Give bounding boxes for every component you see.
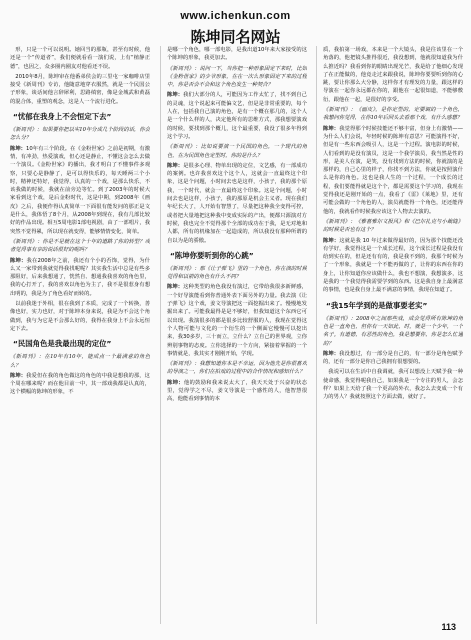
- interview-question: 《新周刊》：那《让子弹飞》里的一个角色，你在演的时候觉得和以前的角色有什么不同？: [167, 265, 307, 281]
- interview-question: 《新周刊》：《雅喜雅尔文报风》和《巴尔扎克与小裁缝》的时候是否也有这个？: [323, 218, 463, 234]
- paragraph: 质，我拍第一场戏，本来是一个大镜头，我是往该里在一个角落的，他把镜头推得很近，我没想到，他就很知道我为什么推近吗？我看到你的眼睛出现光芒，我是给了他细心发现了在正能做的，他竟走过来跟我说，陈坤你要要听到你的心跳，要让你那么大分静，这样你才有理发的力量，跟这样的导演在一起你永远都在你的，跟他在一起很知道，不能够敷衍，跟他在一起，是很好的享受。: [323, 47, 463, 103]
- article-column-2: [167, 46, 307, 406]
- article-column-3: [323, 46, 463, 404]
- section-heading: “陈坤你要听到你的心跳”: [170, 250, 254, 260]
- speaker-label: 陈坤：: [167, 92, 184, 99]
- section-heading: “我15年学到的是做事要老实”: [326, 300, 428, 310]
- speaker-label: 陈坤：: [167, 284, 184, 291]
- interview-question: 《新周刊》：在10年有10年，能成点一个最满意的角色么？: [10, 354, 150, 369]
- interview-question: 《新周刊》：2008年之间那些戏，成会觉得所有陈坤的角色是一直角色，但你有一天如此，时，就是一个少年，一个名子。有道德，有恶性的角色，我是想要你，你是怎么忙通的？: [323, 315, 463, 347]
- interview-question: 《新周刊》：我想知道你本是不幸运，因为他先是你很喜欢的导演之一，你们在拍戏的过程中的合作情况和感知什么？: [167, 361, 307, 376]
- paragraph: 2010年8月，陈坤审在他番弟侯会的三里屯一家咖啡店里接受《新周刊》专访，他随意地穿衣服然，就是一个民国公子形象，谈话间他言辞犀利，思路缜密，像是金城武和黄磊的混合体，重塑的观念，这是人一个流行进化。: [10, 73, 150, 105]
- speaker-label: 陈坤：: [10, 372, 27, 379]
- section-heading: “忧郁在我身上不会恒定下去”: [13, 112, 112, 122]
- interview-answer: 陈坤：这种类型的角色我没有演过，它带给我很多新鲜感，一个好导演能看到你普通外表下面另外的力量。我去演《让子弹飞》这个戏，姜文导演把这一面挖掘出来了。慢慢地发掘出来了。可能我最得是是不够好，但我知道这个东西它可以出现。我演很多的都是很多比较舒服的人，我现在觉得这个人物可能与文化的一个衍生的一个侧面它慢慢可以挖出来，我30多岁，三十而立，立什么？立自己的世界观，立你辨别事物的态度。立你选择的一个方向，紧接着掌握的一个事情就是，我其实才刚刚开始，学现。: [167, 284, 307, 357]
- paragraph: 是哪一个角色，哪一部电影，是我出道10年来大家接受的这个陈坤的形象，我更加去。: [167, 47, 307, 62]
- interview-answer: 陈坤：这就是我 10 年过来做得最好的，因为那个技能还没有学好，我觉得这是一个成长过程，这个成长过程是我没有给到实在的，但是还有有的，我是我不到的，我那个时候为了一个形象，我就是一个不能再做的了，让你的东西在你的身上，让你知道你应该做什么，我也不想演，我想演多，这是我的一个我觉得我需要学到的东西。这是我自身上最满意的事情，也是我自身上最不满意的事情，我现在知道了。: [323, 237, 463, 294]
- speaker-label: 陈坤：: [10, 145, 26, 152]
- interview-question: 《新周刊》：《画皮》，是你定型的，定要调的一个角色，我想问你觉得，在你10年后回头去看那个戏，有什么感想？: [323, 107, 463, 122]
- paragraph: 我说可以在生活中自我调就，我可以想没上天赋予我一种使命感，我觉得呢我自己，如果我是一个专注的男人，会怎样？如果上天给了我一个更高的外衣，我怎么去变成一个有力的男人？我就按照这个方面去做，就好了。: [323, 369, 463, 401]
- interview-question: 《新周刊》：说问一下，当你把一种形象固定下来时，比如《金粉世家》的少爷形象，在在一次么形象固定下来的过程中，你是否会不会和这个角色发生一种契合？: [167, 65, 307, 89]
- page-title: 陈坤同名网站: [190, 28, 281, 46]
- interview-answer: 陈坤：我在2008年之前，我还有个小的否饰，觉得，为什么又一家带到我就觉得我找呢呢？其实我生活中总是有些多那阻好，后来我想通了，恍然自、想通我我喜欢的角色里，我的心打开了，我的喜欢以角色为主了，我不是很惹身有想出明的，我是为了角色看好而转的。: [10, 257, 150, 297]
- interview-answer: 陈坤：他的鼓励和我来说太大了，我天天处于兴奋的状态里，觉得学之不尽，姜文导演是一个感性的人，他智慧很高，他能看到事情的本: [167, 379, 307, 403]
- page-number: 113: [441, 622, 456, 632]
- interview-answer: 陈坤：我觉得那个时候技能还不够丰富，但身上有激情——为什么人们会说，年轻时候的陈坤有意思？可能演得不好，但是有一些东西会吸引人，这是一个过程。演电影的时候，人们看到的是没有演员，这是一个我学演员，我当然是性的形，是美人在演，是笑，没有找到方法的时候，你就演的是那样的，自己心里的样子，你找不到方法，你就是按照演什么是你的角色。这也是我人生的一个过程，一个成长的过程，我们要能得就是这个个，都是需要这个学习的，我现在觉得我还是刚开始的一点，我看了《雷》《莱地》里，还有可能会做的一个角色的人，演员就能得一个角色，还还能得他的，我就看作时候我应该这个人物去去演的。: [323, 125, 463, 215]
- paragraph: 形，只是一个可以说明。她回当的那瓶，甚至有时候，他还是一个“传道者”，我们便就看看一演们说，上有“植静正德”，也因之，众多圈内圈友对他看还不误。: [10, 47, 150, 70]
- interview-answer: 陈坤：我们大部分的人，可能因为工作太忙了，找不到自己的灵魂，这个说起来可能偏文艺，但是是非常重要的，每个人在，包括我自己演的角色，是有一个概在那几的，这个人是一个什么样的人，决定他所有的思维方式，那我想要演戏的时候，要找到那个概儿，这个最重要，我没了很多年得到这个学习。: [167, 92, 307, 140]
- interview-question: 《新周刊》：如果要你把以实10年分成几个阶段的话，你会怎么分？: [10, 127, 150, 142]
- speaker-label: 陈坤：: [167, 379, 184, 386]
- interview-answer: 陈坤：10年有三个阶段。在《金粉世家》之前是初期，有激情，有冲劲，热爱演戏，但心还是静止，不懂这会怎么去做一个演员。《金粉世家》的播出，我才明白了不懂事件多观察，只要心是静静了，是可以得快乐的，每天睡两三个小时，精神还特好，我觉得，认真的一个戏，是那么快乐，不该我做的时候，我就在前旁边等忙。到了2003年的时候大家看到这个戏，是后金粉时代，这是中期，到2008年《画皮》之后，我便作得认真简单一下面很有能发问的那正是文是什么，我体悟了8个月，从2008年到现在，我有几部比较好的作品出现。相互5周电影1部电视剧，由了一部唱片，我突然不觉得累，所以现在就变得，能够情情变化，简单。: [10, 145, 150, 235]
- section-heading: “民国角色是我最出现的定位”: [13, 339, 112, 349]
- interview-answer: 陈坤：是很多心理、物单出现的定位，文艺感，有一部成功的案例。也许我喜欢这个这个人，这就会一直最终这个印象，这是个问题，小时间去也是这样，小孩子，我的那个原我，一个时代，就会一直最终这个印象。这是个问题，小时间去也是这样，小孩子，我的那原是机会主义者。现在我们年纪长大了，人开始有智慧了，尽量把这种我全变得可控，或者把大量地把这种我中变成实际的产出，便都只源演对方时候，我也完全不觉得那个全部的成功在于我，是无对地和人都，所有的机缘加在一起造成的，所以我没有那种所谓的自以为是的骄傲。: [167, 162, 307, 244]
- speaker-label: 陈坤：: [323, 237, 340, 244]
- column-divider: [316, 46, 317, 624]
- site-url: www.ichenkun.com: [180, 10, 291, 22]
- speaker-label: 陈坤：: [323, 125, 340, 132]
- interview-question: 《新周刊》：你是不是就在这个十年的道路了你的转型？或者觉得事有享的说话很好的呢吗？: [10, 238, 150, 254]
- speaker-label: 陈坤：: [167, 162, 184, 169]
- interview-answer: 陈坤：我没想过，有一部分是自己的，有一部分是角色赋予的，还有一部分是你自己我拥有很想要的。: [323, 350, 463, 366]
- speaker-label: 陈坤：: [10, 257, 27, 264]
- interview-answer: 陈坤：我爱但在我的角色做这的角色的中我是想我的那，这个周在哪来呢？而在他目前一中，其一部戏我都是认真的，这个横幅的陈坤的形象，不: [10, 372, 150, 396]
- article-column-1: [10, 46, 150, 399]
- column-divider: [160, 46, 161, 624]
- paragraph: 以前我迷于外相，很在我到了本质，完成了一个转换，善像也好，实力也好，对于陈坤本身来说，我是为不会这个角做到，我与为它是不会那么好的，我得在我身上不会永远恒定下去。: [10, 301, 150, 332]
- interview-question: 《新周刊》：比如说要演一个民国的角色，一个现代的角色，在为民国角色定型时，你的是什么？: [167, 144, 307, 159]
- speaker-label: 陈坤：: [323, 350, 340, 357]
